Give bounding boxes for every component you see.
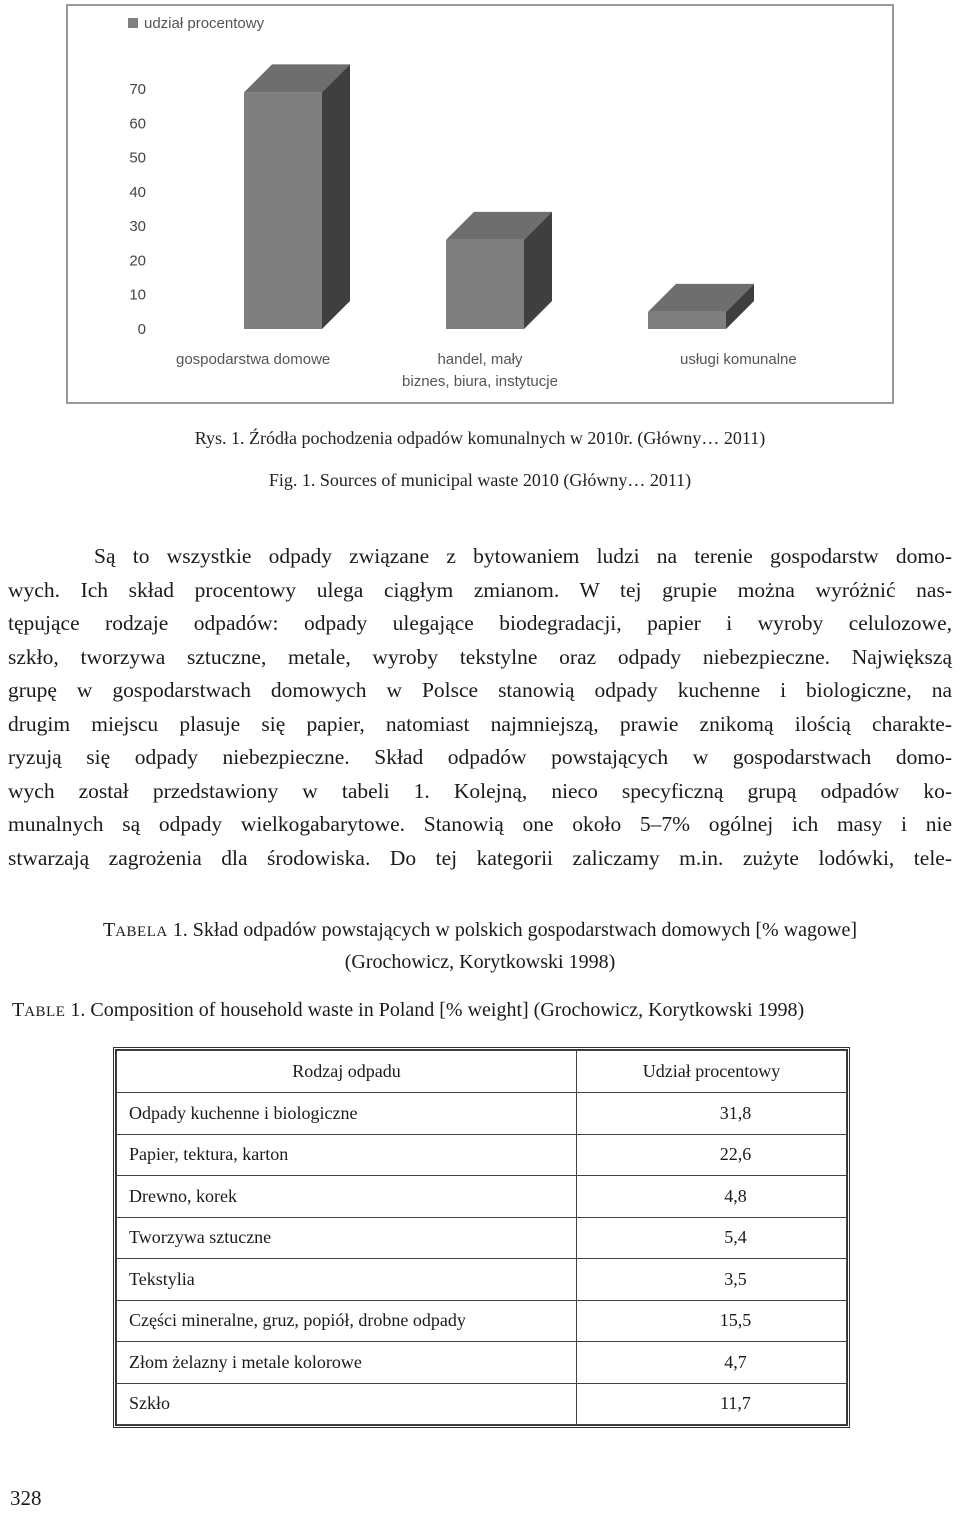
table-title-text: Skład odpadów powstających w polskich gospodarstwach domowych [% wagowe] (187, 919, 857, 941)
x-tick-label: handel, mały (437, 351, 523, 368)
table-cell-value: 4,8 (577, 1176, 847, 1218)
y-tick-label: 60 (129, 115, 146, 133)
body-line: tępujące rodzaje odpadów: odpady ulegające biodegradacji, papier i wyroby celulozowe, (8, 611, 952, 635)
table-header-row (117, 1051, 847, 1093)
body-line: Są to wszystkie odpady związane z bytowaniem ludzi na terenie gospodarstw domo- (8, 544, 952, 568)
table-header-cell: Rodzaj odpadu (117, 1051, 577, 1093)
bar (446, 240, 524, 329)
table-label-rest: ABLE (24, 1004, 66, 1020)
table-title-source: (Grochowicz, Korytkowski 1998) (344, 951, 616, 973)
body-line: szkło, tworzywa sztuczne, metale, wyroby tekstylne oraz odpady niebezpieczne. Największą (8, 644, 952, 669)
table-cell-value: 3,5 (577, 1259, 847, 1301)
body-line: wych. Ich skład procentowy ulega ciągłym zmianom. W tej grupie można wyróżnić nas- (8, 577, 952, 602)
chart-frame (66, 4, 894, 404)
y-tick-label: 20 (129, 252, 146, 270)
table-header-cell: Udział procentowy (577, 1051, 847, 1093)
table-cell-value: 22,6 (577, 1134, 847, 1176)
table-title-text: Composition of household waste in Poland [% weight] (Grochowicz, Korytkowski 1998) (85, 999, 805, 1021)
table-cell-value: 5,4 (577, 1217, 847, 1259)
table-label-number: 1. (65, 999, 86, 1021)
body-paragraph (8, 540, 952, 875)
table-label-rest: ABELA (115, 924, 168, 940)
table-row (117, 1300, 847, 1342)
y-tick-label: 0 (137, 321, 146, 338)
y-tick-label: 50 (129, 149, 146, 167)
body-line: ryzują się odpady niebezpieczne. Skład odpadów powstających w gospodarstwach domo- (8, 745, 952, 769)
table-cell-name: Drewno, korek (117, 1176, 577, 1218)
body-line: drugim miejscu plasuje się papier, natomiast najmniejszą, prawie znikomą ilością charakte- (8, 711, 952, 736)
table-cell-name: Odpady kuchenne i biologiczne (117, 1093, 577, 1135)
body-line: wych został przedstawiony w tabeli 1. Kolejną, nieco specyficzną grupą odpadów ko- (8, 778, 952, 803)
table-cell-name: Szkło (117, 1383, 577, 1425)
y-tick-label: 70 (129, 81, 146, 98)
table-row (117, 1342, 847, 1384)
legend-label: udział procentowy (144, 15, 265, 32)
table-label-initial: T (102, 919, 116, 941)
table-title-pl (0, 915, 960, 977)
body-line: grupę w gospodarstwach domowych w Polsce stanowią odpady kuchenne i biologiczne, na (8, 678, 952, 702)
page-number: 328 (10, 1486, 42, 1510)
table-row (117, 1217, 847, 1259)
table-cell-name: Części mineralne, gruz, popiół, drobne odpady (117, 1300, 577, 1342)
bar (244, 92, 322, 329)
legend-swatch (128, 18, 138, 28)
table-cell-value: 15,5 (577, 1300, 847, 1342)
table-cell-value: 11,7 (577, 1383, 847, 1425)
x-tick-label: usługi komunalne (680, 351, 797, 368)
y-tick-label: 40 (129, 183, 146, 201)
bar-chart (68, 6, 892, 402)
table-row (117, 1176, 847, 1218)
table-row (117, 1383, 847, 1425)
body-line: stwarzają zagrożenia dla środowiska. Do tej kategorii zaliczamy m.in. zużyte lodówki, tele- (8, 845, 952, 870)
table-cell-value: 31,8 (577, 1093, 847, 1135)
table-label-initial: T (12, 999, 25, 1021)
body-line: munalnych są odpady wielkogabarytowe. Stanowią one około 5–7% ogólnej ich masy i nie (8, 812, 952, 836)
table-cell-name: Papier, tektura, karton (117, 1134, 577, 1176)
figure-caption-pl: Rys. 1. Źródła pochodzenia odpadów komunalnych w 2010r. (Główny… 2011) (194, 428, 766, 448)
x-tick-label: biznes, biura, instytucje (402, 373, 558, 390)
table-title-en (12, 995, 952, 1027)
figure-caption-en: Fig. 1. Sources of municipal waste 2010 (Główny… 2011) (268, 470, 692, 490)
x-tick-label: gospodarstwa domowe (176, 351, 331, 368)
table-cell-value: 4,7 (577, 1342, 847, 1384)
bar (648, 312, 726, 329)
table-cell-name: Tekstylia (117, 1259, 577, 1301)
table-row (117, 1134, 847, 1176)
table-row (117, 1093, 847, 1135)
waste-composition-table (113, 1047, 850, 1428)
table-cell-name: Tworzywa sztuczne (117, 1217, 577, 1259)
y-tick-label: 30 (129, 218, 146, 236)
table-cell-name: Złom żelazny i metale kolorowe (117, 1342, 577, 1384)
y-tick-label: 10 (129, 286, 146, 304)
table-label-number: 1. (167, 919, 188, 941)
bar-side (322, 64, 350, 329)
table-row (117, 1259, 847, 1301)
